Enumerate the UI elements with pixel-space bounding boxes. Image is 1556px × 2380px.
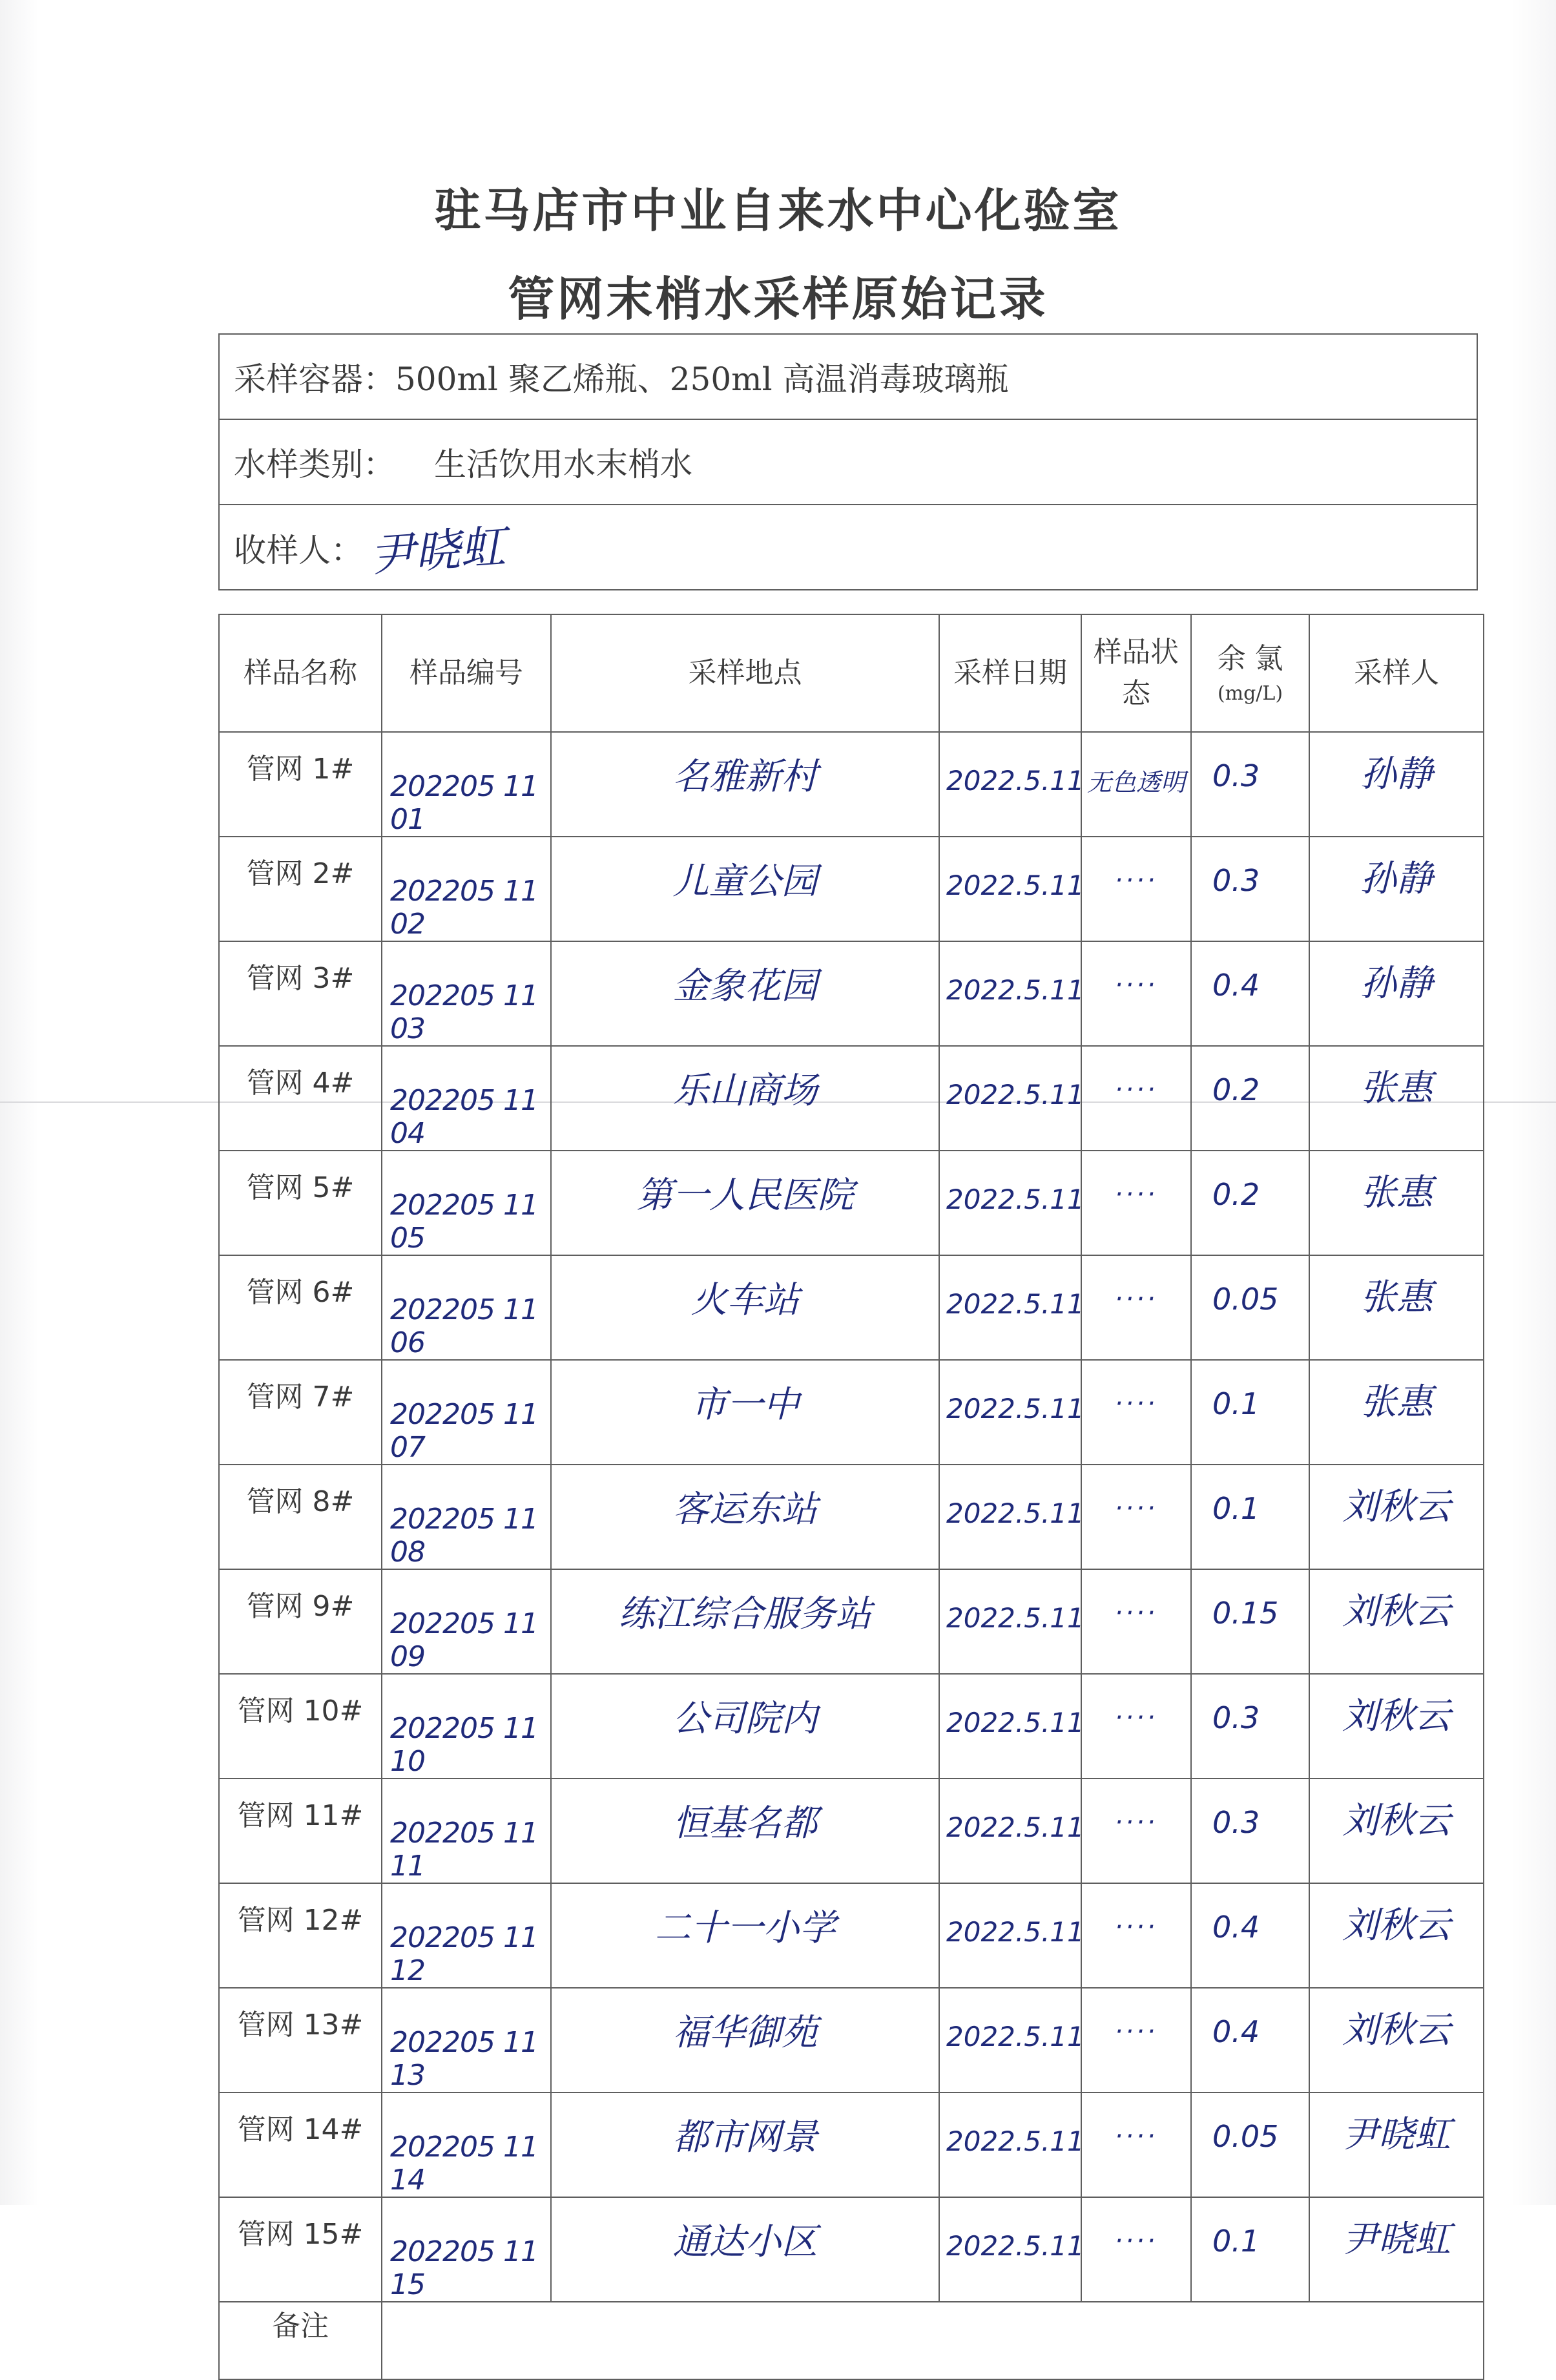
sample-code: 202205 11 10 <box>390 1712 538 1778</box>
residual-chlorine: 0.05 <box>1212 1282 1279 1317</box>
sample-code: 202205 11 15 <box>390 2235 538 2301</box>
sample-location: 恒基名都 <box>672 1802 818 1844</box>
sample-code: 202205 11 06 <box>390 1293 538 1359</box>
sample-state-cell <box>1081 1151 1191 1255</box>
residual-chlorine: 0.1 <box>1212 1386 1260 1421</box>
residual-chlorine-cell <box>1191 1569 1309 1674</box>
sample-location-cell <box>551 941 939 1046</box>
sample-code-cell <box>382 1569 551 1674</box>
sample-location-cell <box>551 1360 939 1465</box>
table-row <box>219 941 1484 1046</box>
residual-chlorine-cell <box>1191 1255 1309 1360</box>
table-row <box>219 2197 1484 2302</box>
sample-name-cell: 管网 3# <box>219 941 382 1046</box>
sample-location-cell <box>551 1255 939 1360</box>
residual-chlorine: 0.3 <box>1212 1805 1260 1840</box>
residual-chlorine-cell <box>1191 2093 1309 2197</box>
residual-chlorine: 0.1 <box>1212 1491 1260 1526</box>
remarks-value <box>382 2302 1484 2379</box>
residual-chlorine: 0.05 <box>1212 2119 1279 2154</box>
container-label: 采样容器： <box>234 360 395 398</box>
sampler-signature: 尹晓虹 <box>1342 2114 1451 2156</box>
remarks-label: 备注 <box>219 2302 382 2379</box>
table-row <box>219 1046 1484 1151</box>
header-chlorine-unit: (mg/L) <box>1217 682 1283 705</box>
sample-code: 202205 11 08 <box>390 1503 538 1569</box>
info-row-container <box>219 334 1477 419</box>
sample-state: ···· <box>1114 1912 1158 1942</box>
sample-name-cell: 管网 10# <box>219 1674 382 1779</box>
sample-location: 儿童公园 <box>672 861 818 903</box>
sample-state: 无色透明 <box>1086 768 1185 797</box>
sample-date-cell <box>939 732 1084 837</box>
sample-code: 202205 11 01 <box>390 770 538 836</box>
sampler-signature-cell <box>1309 1569 1484 1674</box>
sampler-signature-cell <box>1309 1255 1484 1360</box>
sampler-signature: 尹晓虹 <box>1342 2218 1451 2260</box>
residual-chlorine-cell <box>1191 1674 1309 1779</box>
sample-name-cell: 管网 13# <box>219 1988 382 2093</box>
sample-state: ···· <box>1114 1389 1158 1419</box>
sample-state-cell <box>1081 1255 1191 1360</box>
sample-code: 202205 11 12 <box>390 1921 538 1987</box>
sampler-signature-cell <box>1309 1779 1484 1883</box>
sampler-signature: 孙静 <box>1360 753 1433 795</box>
sampler-signature-cell <box>1309 2093 1484 2197</box>
sample-state: ···· <box>1114 1494 1158 1523</box>
sample-type-label: 水样类别： <box>234 446 395 483</box>
sampler-signature: 孙静 <box>1360 963 1433 1005</box>
sample-location: 福华御苑 <box>672 2012 818 2054</box>
residual-chlorine: 0.4 <box>1212 968 1260 1003</box>
sample-location: 都市网景 <box>672 2116 818 2158</box>
sample-code-cell <box>382 1465 551 1569</box>
sample-code: 202205 11 02 <box>390 875 538 941</box>
residual-chlorine: 0.3 <box>1212 758 1260 793</box>
sampler-signature: 刘秋云 <box>1342 2009 1451 2051</box>
sample-code: 202205 11 04 <box>390 1084 538 1150</box>
sample-code: 202205 11 14 <box>390 2131 538 2197</box>
residual-chlorine-cell <box>1191 1151 1309 1255</box>
sample-state-cell <box>1081 1360 1191 1465</box>
sampler-signature: 刘秋云 <box>1342 1695 1451 1737</box>
sample-state: ···· <box>1114 1284 1158 1314</box>
sampler-signature: 张惠 <box>1360 1067 1433 1109</box>
sample-code-cell <box>382 1255 551 1360</box>
sample-state-cell <box>1081 1674 1191 1779</box>
sample-location-cell <box>551 1569 939 1674</box>
sample-state: ···· <box>1114 866 1158 895</box>
sample-date-cell <box>939 1569 1084 1674</box>
table-row <box>219 1674 1484 1779</box>
sampler-signature-cell <box>1309 1046 1484 1151</box>
info-row-receiver <box>219 505 1477 590</box>
sample-code-cell <box>382 1151 551 1255</box>
header-location: 采样地点 <box>551 614 939 732</box>
sample-state-cell <box>1081 837 1191 941</box>
sample-state: ···· <box>1114 2226 1158 2256</box>
sample-date: 2022.5.11 <box>946 2125 1084 2157</box>
sample-name-cell: 管网 9# <box>219 1569 382 1674</box>
sampler-signature-cell <box>1309 732 1484 837</box>
sample-code: 202205 11 13 <box>390 2026 538 2092</box>
sample-location: 公司院内 <box>672 1698 818 1740</box>
sample-date-cell <box>939 2197 1084 2302</box>
sampler-signature-cell <box>1309 1988 1484 2093</box>
sample-state: ···· <box>1114 1180 1158 1209</box>
sample-state: ···· <box>1114 2017 1158 2047</box>
sample-name-cell: 管网 15# <box>219 2197 382 2302</box>
sample-code: 202205 11 07 <box>390 1398 538 1464</box>
sampler-signature: 刘秋云 <box>1342 1905 1451 1947</box>
sample-location-cell <box>551 1046 939 1151</box>
table-row <box>219 1360 1484 1465</box>
sampler-signature: 刘秋云 <box>1342 1591 1451 1633</box>
sampler-signature: 张惠 <box>1360 1381 1433 1423</box>
sample-type-value: 生活饮用水末梢水 <box>434 446 692 483</box>
document-subtitle: 管网末梢水采样原始记录 <box>508 272 1048 326</box>
sample-state-cell <box>1081 732 1191 837</box>
sample-state-cell <box>1081 1465 1191 1569</box>
remarks-row <box>219 2302 1484 2379</box>
sample-state-cell <box>1081 1046 1191 1151</box>
sample-name-cell: 管网 4# <box>219 1046 382 1151</box>
sample-location-cell <box>551 1465 939 1569</box>
sample-state: ···· <box>1114 970 1158 1000</box>
sample-code: 202205 11 03 <box>390 979 538 1045</box>
sample-date-cell <box>939 1255 1084 1360</box>
header-code: 样品编号 <box>382 614 551 732</box>
table-row <box>219 1465 1484 1569</box>
sample-code-cell <box>382 1883 551 1988</box>
sampler-signature-cell <box>1309 1360 1484 1465</box>
sample-date: 2022.5.11 <box>946 1498 1084 1529</box>
sample-code-cell <box>382 2093 551 2197</box>
table-row <box>219 1255 1484 1360</box>
sample-state: ···· <box>1114 1703 1158 1733</box>
sampler-signature-cell <box>1309 1465 1484 1569</box>
sample-state-cell <box>1081 1569 1191 1674</box>
sample-state: ···· <box>1114 2122 1158 2151</box>
sampler-signature-cell <box>1309 2197 1484 2302</box>
sample-code: 202205 11 09 <box>390 1607 538 1673</box>
sample-state: ···· <box>1114 1808 1158 1837</box>
sample-location: 二十一小学 <box>654 1907 836 1949</box>
residual-chlorine-cell <box>1191 2197 1309 2302</box>
sample-name-cell: 管网 12# <box>219 1883 382 1988</box>
sample-location: 客运东站 <box>672 1488 818 1530</box>
sample-code-cell <box>382 732 551 837</box>
table-body <box>219 732 1484 2302</box>
table-row <box>219 2093 1484 2197</box>
sampler-signature: 孙静 <box>1360 858 1433 900</box>
sample-location: 火车站 <box>690 1279 800 1321</box>
table-row <box>219 1151 1484 1255</box>
sample-date: 2022.5.11 <box>946 870 1084 901</box>
table-row <box>219 1569 1484 1674</box>
sample-name-cell: 管网 2# <box>219 837 382 941</box>
sample-location: 市一中 <box>690 1384 800 1426</box>
residual-chlorine: 0.15 <box>1212 1596 1279 1631</box>
sample-date: 2022.5.11 <box>946 765 1084 797</box>
sample-location: 练江综合服务站 <box>618 1593 872 1635</box>
sample-record-table <box>218 614 1484 2380</box>
table-row <box>219 1883 1484 1988</box>
sample-location-cell <box>551 1883 939 1988</box>
sample-location-cell <box>551 732 939 837</box>
sample-name-cell: 管网 8# <box>219 1465 382 1569</box>
sample-code: 202205 11 05 <box>390 1189 538 1255</box>
sampler-signature: 张惠 <box>1360 1172 1433 1214</box>
header-state: 样品状态 <box>1081 614 1191 732</box>
header-date: 采样日期 <box>939 614 1081 732</box>
sample-location-cell <box>551 1988 939 2093</box>
sample-code-cell <box>382 2197 551 2302</box>
residual-chlorine: 0.1 <box>1212 2224 1260 2259</box>
sample-date: 2022.5.11 <box>946 1079 1084 1111</box>
info-row-sample-type <box>219 419 1477 505</box>
container-value: 500ml 聚乙烯瓶、250ml 高温消毒玻璃瓶 <box>395 360 1009 398</box>
sample-state-cell <box>1081 941 1191 1046</box>
sample-date-cell <box>939 1988 1084 2093</box>
sample-location: 名雅新村 <box>672 756 818 798</box>
sample-date-cell <box>939 1046 1084 1151</box>
sample-location-cell <box>551 1779 939 1883</box>
residual-chlorine: 0.3 <box>1212 1700 1260 1735</box>
sample-code-cell <box>382 941 551 1046</box>
residual-chlorine-cell <box>1191 1988 1309 2093</box>
residual-chlorine: 0.2 <box>1212 1177 1260 1212</box>
sample-date-cell <box>939 1360 1084 1465</box>
sample-location-cell <box>551 2093 939 2197</box>
sample-code-cell <box>382 1360 551 1465</box>
table-header-row <box>219 614 1484 732</box>
sample-state-cell <box>1081 1779 1191 1883</box>
receiver-label: 收样人： <box>234 531 363 569</box>
residual-chlorine-cell <box>1191 1465 1309 1569</box>
sampler-signature-cell <box>1309 837 1484 941</box>
sample-date: 2022.5.11 <box>946 1707 1084 1738</box>
sample-date-cell <box>939 2093 1084 2197</box>
sample-date-cell <box>939 1779 1084 1883</box>
header-sampler: 采样人 <box>1309 614 1484 732</box>
sampler-signature: 刘秋云 <box>1342 1800 1451 1842</box>
sampler-signature-cell <box>1309 1151 1484 1255</box>
sampling-info-table <box>218 333 1478 590</box>
sample-code: 202205 11 11 <box>390 1817 538 1883</box>
sample-date: 2022.5.11 <box>946 1916 1084 1948</box>
sample-name-cell: 管网 6# <box>219 1255 382 1360</box>
sample-state: ···· <box>1114 1598 1158 1628</box>
sample-date: 2022.5.11 <box>946 1288 1084 1320</box>
residual-chlorine-cell <box>1191 837 1309 941</box>
sample-date-cell <box>939 1883 1084 1988</box>
sample-name-cell: 管网 5# <box>219 1151 382 1255</box>
sample-location: 乐山商场 <box>672 1070 818 1112</box>
sample-state-cell <box>1081 2197 1191 2302</box>
table-row <box>219 732 1484 837</box>
residual-chlorine-cell <box>1191 1046 1309 1151</box>
sample-state-cell <box>1081 2093 1191 2197</box>
sample-state: ···· <box>1114 1075 1158 1105</box>
residual-chlorine: 0.4 <box>1212 2014 1260 2049</box>
header-name: 样品名称 <box>219 614 382 732</box>
sample-name-cell: 管网 1# <box>219 732 382 837</box>
residual-chlorine-cell <box>1191 732 1309 837</box>
residual-chlorine-cell <box>1191 941 1309 1046</box>
sample-date: 2022.5.11 <box>946 2021 1084 2052</box>
sample-location: 金象花园 <box>672 965 818 1007</box>
sample-name-cell: 管网 14# <box>219 2093 382 2197</box>
sample-location-cell <box>551 1674 939 1779</box>
sample-name-cell: 管网 11# <box>219 1779 382 1883</box>
sample-date: 2022.5.11 <box>946 1184 1084 1215</box>
sampler-signature: 刘秋云 <box>1342 1486 1451 1528</box>
sampler-signature-cell <box>1309 1674 1484 1779</box>
sample-code-cell <box>382 837 551 941</box>
sample-location: 第一人民医院 <box>636 1174 854 1216</box>
sample-location: 通达小区 <box>672 2221 818 2263</box>
residual-chlorine: 0.4 <box>1212 1910 1260 1945</box>
sample-code-cell <box>382 1988 551 2093</box>
sample-date-cell <box>939 1465 1084 1569</box>
table-row <box>219 837 1484 941</box>
sample-date: 2022.5.11 <box>946 974 1084 1006</box>
sample-location-cell <box>551 1151 939 1255</box>
sample-date-cell <box>939 1674 1084 1779</box>
residual-chlorine-cell <box>1191 1779 1309 1883</box>
sample-name-cell: 管网 7# <box>219 1360 382 1465</box>
sample-state-cell <box>1081 1988 1191 2093</box>
residual-chlorine: 0.2 <box>1212 1072 1260 1107</box>
sampler-signature-cell <box>1309 941 1484 1046</box>
sample-date: 2022.5.11 <box>946 2230 1084 2262</box>
header-chlorine: 余 氯 (mg/L) <box>1191 614 1309 732</box>
sample-date-cell <box>939 941 1084 1046</box>
receiver-signature: 尹晓虹 <box>368 519 507 582</box>
sample-code-cell <box>382 1779 551 1883</box>
sampler-signature: 张惠 <box>1360 1277 1433 1319</box>
sample-date-cell <box>939 1151 1084 1255</box>
sample-code-cell <box>382 1674 551 1779</box>
sample-date-cell <box>939 837 1084 941</box>
sample-date: 2022.5.11 <box>946 1811 1084 1843</box>
sample-date: 2022.5.11 <box>946 1602 1084 1634</box>
sample-location-cell <box>551 837 939 941</box>
sample-location-cell <box>551 2197 939 2302</box>
sample-code-cell <box>382 1046 551 1151</box>
document-title: 驻马店市中业自来水中心化验室 <box>434 183 1122 238</box>
residual-chlorine: 0.3 <box>1212 863 1260 898</box>
table-row <box>219 1779 1484 1883</box>
table-row <box>219 1988 1484 2093</box>
residual-chlorine-cell <box>1191 1360 1309 1465</box>
sample-state-cell <box>1081 1883 1191 1988</box>
residual-chlorine-cell <box>1191 1883 1309 1988</box>
sample-date: 2022.5.11 <box>946 1393 1084 1425</box>
sampler-signature-cell <box>1309 1883 1484 1988</box>
